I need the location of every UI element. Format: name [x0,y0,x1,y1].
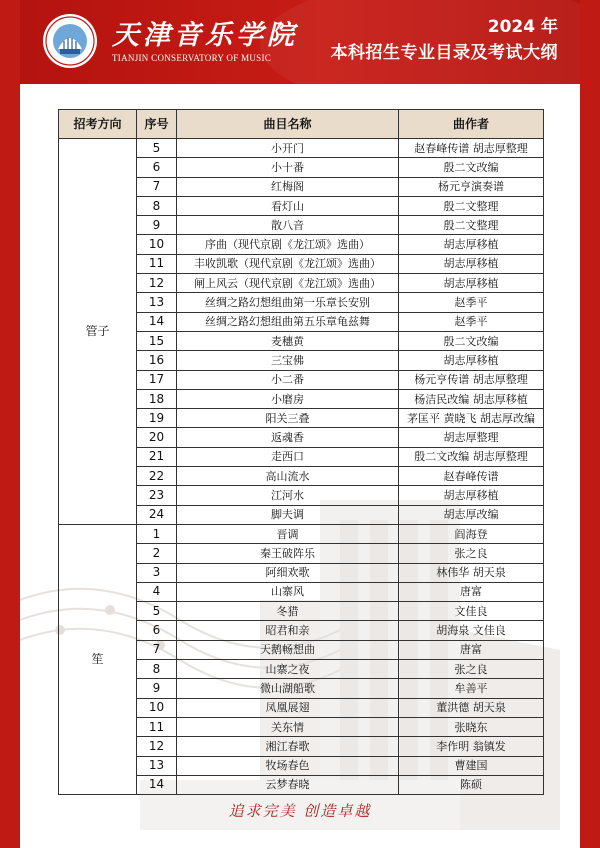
title-cell: 丝绸之路幻想组曲第五乐章龟兹舞 [177,312,399,331]
number-cell: 5 [137,139,177,158]
number-cell: 24 [137,505,177,524]
number-cell: 10 [137,698,177,717]
title-cell: 关东情 [177,717,399,736]
composer-cell: 杨元亨传谱 胡志厚整理 [399,370,544,389]
title-cell: 散八音 [177,216,399,235]
number-cell: 1 [137,524,177,543]
number-cell: 8 [137,660,177,679]
number-cell: 5 [137,602,177,621]
composer-cell: 李作明 翁镇发 [399,737,544,756]
footer-slogan: 追求完美 创造卓越 [228,802,372,820]
composer-cell: 阎海登 [399,524,544,543]
composer-cell: 牟善平 [399,679,544,698]
title-cell: 昭君和亲 [177,621,399,640]
table-row [59,139,544,158]
composer-cell: 殷二文整理 [399,216,544,235]
header-number: 序号 [137,110,177,139]
number-cell: 2 [137,544,177,563]
composer-cell: 胡海泉 文佳良 [399,621,544,640]
title-cell: 秦王破阵乐 [177,544,399,563]
composer-cell: 胡志厚移植 [399,486,544,505]
composer-cell: 殷二文整理 [399,196,544,215]
number-cell: 23 [137,486,177,505]
number-cell: 9 [137,216,177,235]
number-cell: 14 [137,775,177,794]
title-cell: 麦穗黄 [177,331,399,350]
composer-cell: 胡志厚移植 [399,235,544,254]
school-logo-icon [42,13,98,69]
composer-cell: 杨洁民改编 胡志厚移植 [399,389,544,408]
composer-cell: 张晓东 [399,717,544,736]
title-cell: 返魂香 [177,428,399,447]
number-cell: 22 [137,467,177,486]
title-cell: 晋调 [177,524,399,543]
catalog-title: 本科招生专业目录及考试大纲 [330,43,558,63]
number-cell: 8 [137,196,177,215]
header-category: 招考方向 [59,110,137,139]
header-title: 曲目名称 [177,110,399,139]
title-cell: 小开门 [177,139,399,158]
number-cell: 12 [137,274,177,293]
composer-cell: 唐富 [399,640,544,659]
composer-cell: 张之良 [399,544,544,563]
composer-cell: 殷二文改编 [399,331,544,350]
title-cell: 山寨风 [177,582,399,601]
school-name-english: TIANJIN CONSERVATORY OF MUSIC [112,53,272,63]
title-cell: 江河水 [177,486,399,505]
composer-cell: 赵季平 [399,293,544,312]
repertoire-table [58,109,544,795]
composer-cell: 胡志厚移植 [399,351,544,370]
number-cell: 18 [137,389,177,408]
title-cell: 序曲（现代京剧《龙江颂》选曲） [177,235,399,254]
composer-cell: 赵春峰传谱 胡志厚整理 [399,139,544,158]
title-cell: 红梅阁 [177,177,399,196]
table-row [59,524,544,543]
number-cell: 17 [137,370,177,389]
title-cell: 小二番 [177,370,399,389]
title-cell: 高山流水 [177,467,399,486]
title-cell: 冬猎 [177,602,399,621]
number-cell: 3 [137,563,177,582]
composer-cell: 殷二文改编 胡志厚整理 [399,447,544,466]
composer-cell: 赵春峰传谱 [399,467,544,486]
composer-cell: 胡志厚移植 [399,274,544,293]
number-cell: 11 [137,254,177,273]
composer-cell: 文佳良 [399,602,544,621]
repertoire-table-container [58,109,543,795]
title-cell: 三宝佛 [177,351,399,370]
title-cell: 脚夫调 [177,505,399,524]
number-cell: 13 [137,293,177,312]
number-cell: 7 [137,640,177,659]
page-header [20,0,580,84]
number-cell: 7 [137,177,177,196]
title-cell: 凤凰展翅 [177,698,399,717]
left-red-border [0,0,20,848]
number-cell: 6 [137,158,177,177]
title-cell: 小十番 [177,158,399,177]
category-cell: 管子 [59,139,137,525]
number-cell: 10 [137,235,177,254]
composer-cell: 唐富 [399,582,544,601]
title-cell: 走西口 [177,447,399,466]
composer-cell: 林伟华 胡天泉 [399,563,544,582]
number-cell: 19 [137,409,177,428]
number-cell: 12 [137,737,177,756]
title-cell: 牧场春色 [177,756,399,775]
number-cell: 14 [137,312,177,331]
number-cell: 11 [137,717,177,736]
year-title: 2024 年 [487,17,558,37]
composer-cell: 殷二文改编 [399,158,544,177]
category-cell: 笙 [59,524,137,794]
title-cell: 小磨房 [177,389,399,408]
right-red-border [580,0,600,848]
title-cell: 山寨之夜 [177,660,399,679]
composer-cell: 杨元亨演奏谱 [399,177,544,196]
composer-cell: 董洪德 胡天泉 [399,698,544,717]
number-cell: 4 [137,582,177,601]
composer-cell: 茅匡平 黄晓飞 胡志厚改编 [399,409,544,428]
composer-cell: 张之良 [399,660,544,679]
school-name: 天津音乐学院 [112,20,298,51]
title-cell: 阳关三叠 [177,409,399,428]
title-cell: 看灯山 [177,196,399,215]
title-cell: 云梦春晓 [177,775,399,794]
title-cell: 闸上风云（现代京剧《龙江颂》选曲） [177,274,399,293]
title-cell: 阿细欢歌 [177,563,399,582]
title-cell: 微山湖船歌 [177,679,399,698]
table-header-row [59,110,544,139]
number-cell: 21 [137,447,177,466]
number-cell: 6 [137,621,177,640]
header-composer: 曲作者 [399,110,544,139]
number-cell: 15 [137,331,177,350]
composer-cell: 陈硕 [399,775,544,794]
composer-cell: 曹建国 [399,756,544,775]
title-cell: 丝绸之路幻想组曲第一乐章长安别 [177,293,399,312]
table-body [59,139,544,795]
title-cell: 丰收凯歌（现代京剧《龙江颂》选曲） [177,254,399,273]
composer-cell: 胡志厚改编 [399,505,544,524]
composer-cell: 胡志厚移植 [399,254,544,273]
number-cell: 16 [137,351,177,370]
number-cell: 13 [137,756,177,775]
number-cell: 9 [137,679,177,698]
composer-cell: 胡志厚整理 [399,428,544,447]
title-cell: 湘江春歌 [177,737,399,756]
number-cell: 20 [137,428,177,447]
composer-cell: 赵季平 [399,312,544,331]
title-cell: 天鹅畅想曲 [177,640,399,659]
